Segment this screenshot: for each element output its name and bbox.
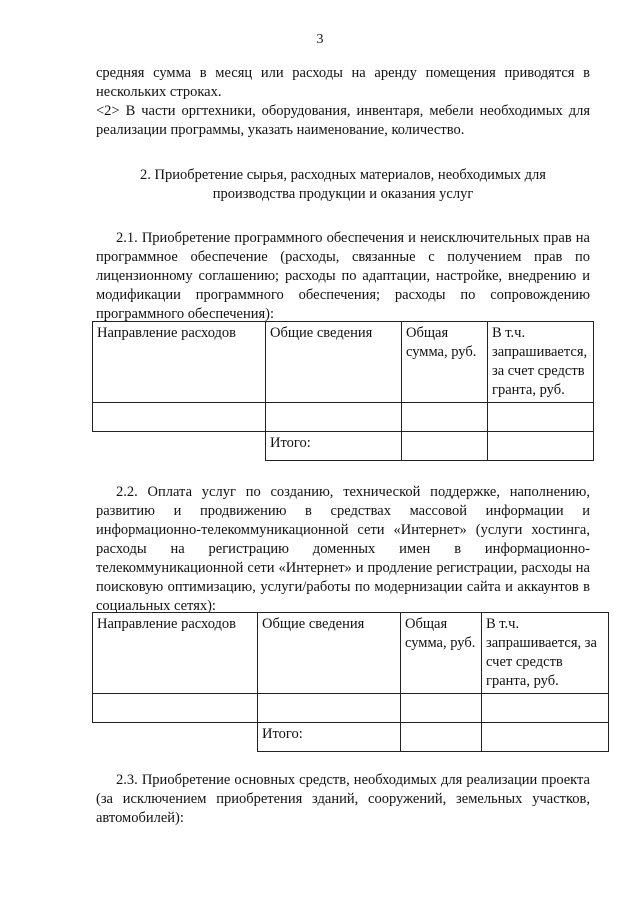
footnote-continuation: средняя сумма в месяц или расходы на аренду помещения приводятся в нескольких строках. [96,65,590,100]
table-header-row [93,613,609,694]
total-sum-cell[interactable] [402,432,488,461]
total-sum-cell[interactable] [401,723,482,752]
table-empty-cell [93,723,258,752]
section-2-heading-line-1: 2. Приобретение сырья, расходных материалов, необходимых для [140,167,546,183]
header-cell: Общая сумма, руб. [401,613,482,694]
header-cell: Направление расходов [93,613,258,694]
table-cell[interactable] [488,403,594,432]
total-grant-cell[interactable] [488,432,594,461]
footnote-block [96,64,590,140]
header-cell: Общие сведения [258,613,401,694]
table-total-row [93,432,594,461]
total-label: Итого: [258,723,401,752]
header-cell: Общая сумма, руб. [402,322,488,403]
expenses-table-2-1 [92,321,594,461]
table-row [93,694,609,723]
table-cell[interactable] [402,403,488,432]
expenses-table-2-2 [92,612,609,752]
table-header-row [93,322,594,403]
total-grant-cell[interactable] [482,723,609,752]
item-2-2 [96,483,590,616]
table-cell[interactable] [93,403,266,432]
header-cell: В т.ч. запрашивается, за счет средств гранта, руб. [488,322,594,403]
section-2-heading [96,166,590,204]
header-cell: В т.ч. запрашивается, за счет средств гранта, руб. [482,613,609,694]
table-cell[interactable] [258,694,401,723]
table-total-row [93,723,609,752]
table-cell[interactable] [266,403,402,432]
item-2-1 [96,229,590,324]
section-2-heading-line-2: производства продукции и оказания услуг [212,186,474,202]
total-label: Итого: [266,432,402,461]
table-cell[interactable] [482,694,609,723]
item-2-1-text: 2.1. Приобретение программного обеспечения и неисключительных прав на программное обеспечение (расходы, связанные с получением прав по лицензионному соглашению; расходы по адаптации, настройке, внедрению и модификации программного обеспечения; расходы по сопровождению программного обеспечения): [96,230,590,322]
table-cell[interactable] [401,694,482,723]
header-cell: Общие сведения [266,322,402,403]
table-row [93,403,594,432]
item-2-2-text: 2.2. Оплата услуг по созданию, технической поддержке, наполнению, развитию и продвижению в средствах массовой информации и информационно-телекоммуникационной сети «Интернет» (услуги хостинга, расходы на регистрацию доменных имен в информационно-телекоммуникационной сети «Интернет» и продление регистрации, расходы на поисковую оптимизацию, услуги/работы по модернизации сайта и аккаунтов в социальных сетях): [96,484,590,614]
page-number: 3 [316,32,324,47]
table-cell[interactable] [93,694,258,723]
item-2-3-text: 2.3. Приобретение основных средств, необходимых для реализации проекта (за исключением приобретения зданий, сооружений, земельных участков, автомобилей): [96,772,590,826]
table-empty-cell [93,432,266,461]
header-cell: Направление расходов [93,322,266,403]
item-2-3 [96,771,590,828]
footnote-2: <2> В части оргтехники, оборудования, инвентаря, мебели необходимых для реализации программы, указать наименование, количество. [96,103,590,138]
